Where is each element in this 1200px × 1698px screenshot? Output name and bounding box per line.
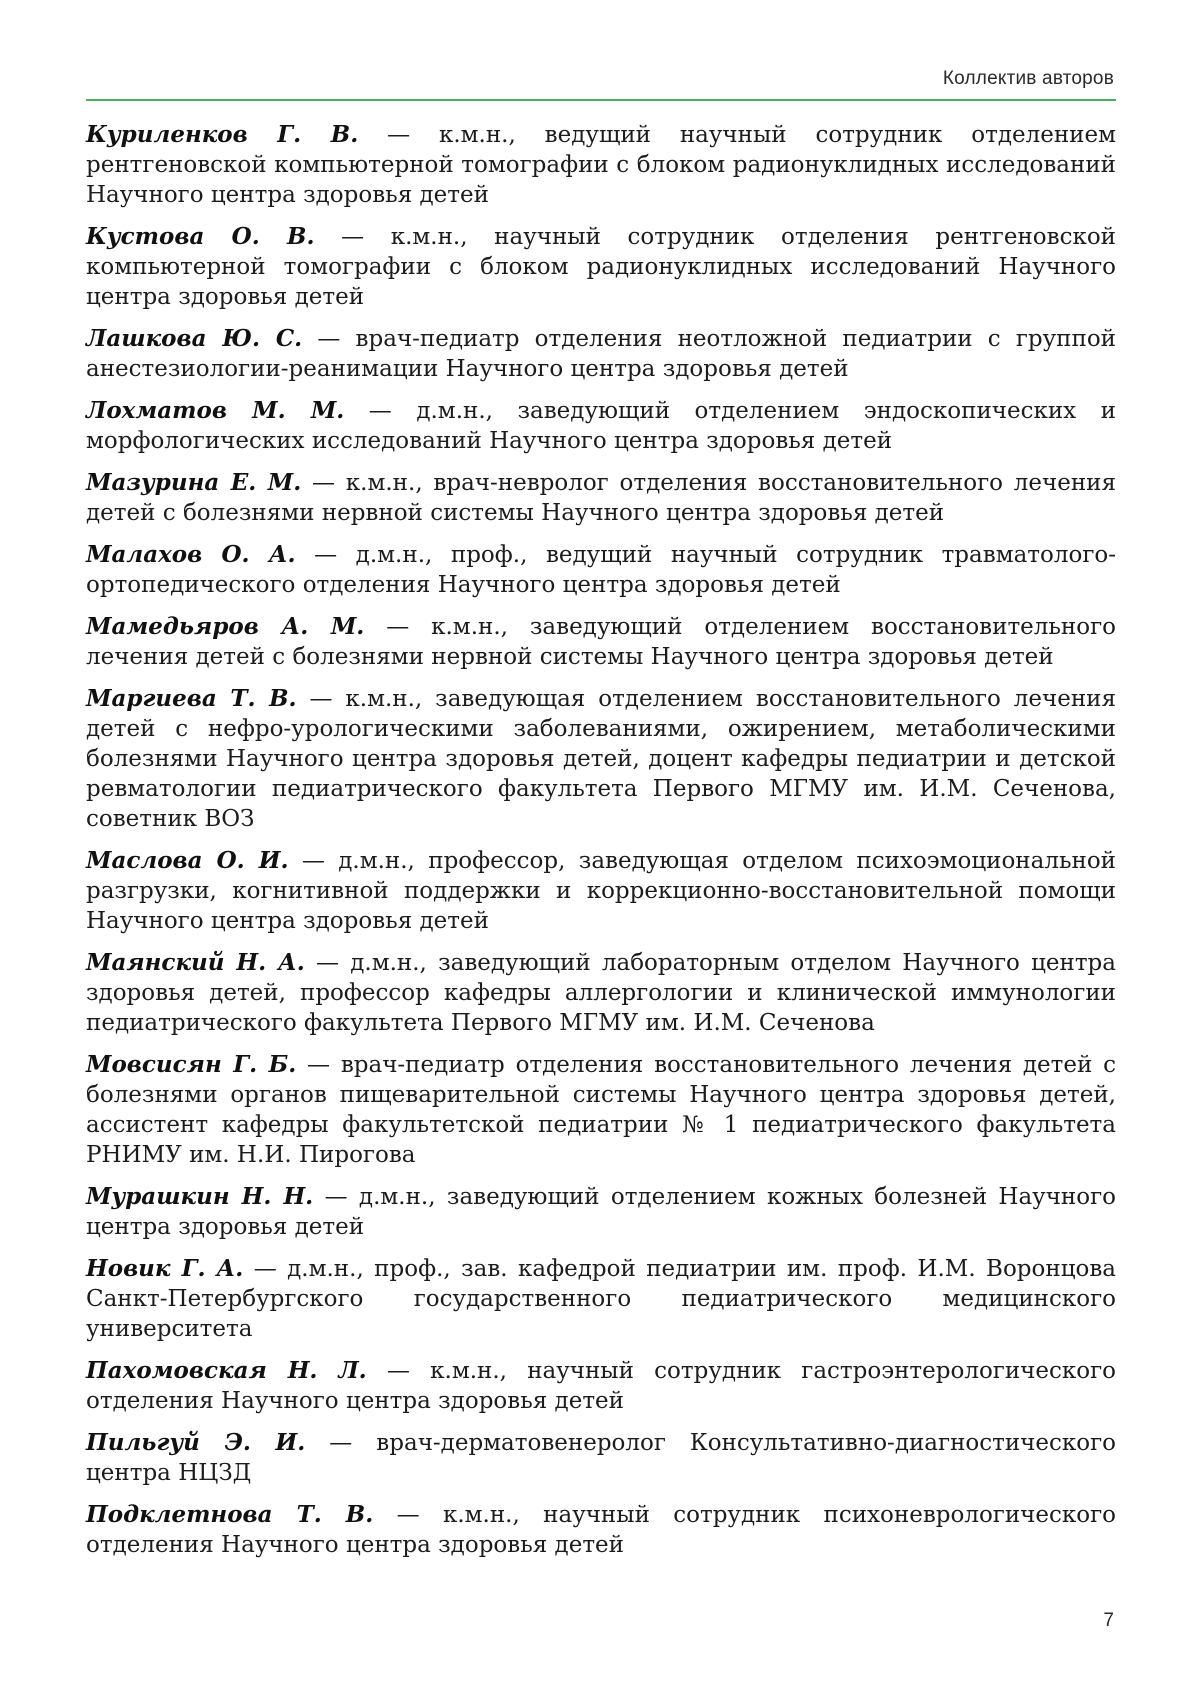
author-name: Маргиева Т. В. (86, 685, 297, 712)
author-entry (86, 846, 1116, 936)
author-entry (86, 540, 1116, 600)
author-entry (86, 324, 1116, 384)
author-name: Маянский Н. А. (86, 949, 305, 976)
author-entry (86, 120, 1116, 210)
author-entry (86, 222, 1116, 312)
author-name: Куриленков Г. В. (86, 121, 359, 148)
author-list (86, 120, 1116, 1572)
author-name: Маслова О. И. (86, 847, 289, 874)
author-name: Малахов О. А. (86, 541, 296, 568)
author-description: — врач-дерматовенеролог Консультативно-диагностического центра НЦЗД (86, 1430, 1117, 1486)
author-description: — к.м.н., ведущий научный сотрудник отделением рентгеновской компьютерной томографии с блоком радионуклидных исследований Научного центра здоровья детей (86, 122, 1116, 208)
author-name: Новик Г. А. (86, 1255, 244, 1282)
author-name: Мурашкин Н. Н. (86, 1183, 314, 1210)
author-description: — д.м.н., профессор, заведующая отделом психоэмоциональной разгрузки, когнитивной поддержки и коррекционно-восстановительной помощи Научного центра здоровья детей (86, 848, 1116, 934)
author-name: Мовсисян Г. Б. (86, 1051, 297, 1078)
author-entry (86, 1254, 1116, 1344)
author-description: — к.м.н., заведующий отделением восстановительного лечения детей с болезнями нервной системы Научного центра здоровья детей (86, 614, 1116, 670)
author-description: — к.м.н., научный сотрудник гастроэнтерологического отделения Научного центра здоровья детей (86, 1358, 1116, 1414)
author-name: Пахомовская Н. Л. (86, 1357, 367, 1384)
author-description: — врач-педиатр отделения восстановительного лечения детей с болезнями органов пищеварительной системы Научного центра здоровья детей, ассистент кафедры факультетской педиатрии № 1 педиатрического факультета РНИМУ им. Н.И. Пирогова (86, 1052, 1116, 1168)
author-entry (86, 468, 1116, 528)
author-name: Лашкова Ю. С. (86, 325, 303, 352)
author-entry (86, 612, 1116, 672)
author-name: Пильгуй Э. И. (86, 1429, 306, 1456)
author-description: — к.м.н., научный сотрудник психоневрологического отделения Научного центра здоровья детей (86, 1502, 1116, 1558)
author-entry (86, 1182, 1116, 1242)
author-description: — к.м.н., научный сотрудник отделения рентгеновской компьютерной томографии с блоком радионуклидных исследований Научного центра здоровья детей (86, 224, 1116, 310)
author-description: — к.м.н., заведующая отделением восстановительного лечения детей с нефро-урологическими заболеваниями, ожирением, метаболическими болезнями Научного центра здоровья детей, доцент кафедры педиатрии и детской ревматологии педиатрического факультета Первого МГМУ им. И.М. Сеченова, советник ВОЗ (86, 686, 1116, 832)
running-header: Коллектив авторов (942, 68, 1114, 89)
author-description: — д.м.н., заведующий лабораторным отделом Научного центра здоровья детей, профессор кафедры аллергологии и клинической иммунологии педиатрического факультета Первого МГМУ им. И.М. Сеченова (86, 950, 1116, 1036)
author-description: — д.м.н., проф., ведущий научный сотрудник травматолого-ортопедического отделения Научного центра здоровья детей (86, 542, 1116, 598)
author-name: Кустова О. В. (86, 223, 315, 250)
author-entry (86, 948, 1116, 1038)
author-entry (86, 684, 1116, 834)
header-rule (86, 99, 1116, 101)
author-name: Подклетнова Т. В. (86, 1501, 374, 1528)
author-entry (86, 1500, 1116, 1560)
author-entry (86, 1428, 1116, 1488)
author-description: — врач-педиатр отделения неотложной педиатрии с группой анестезиологии-реанимации Научного центра здоровья детей (86, 326, 1116, 382)
page-number: 7 (1103, 1610, 1114, 1631)
author-entry (86, 396, 1116, 456)
author-name: Лохматов М. М. (86, 397, 345, 424)
author-description: — д.м.н., заведующий отделением кожных болезней Научного центра здоровья детей (86, 1184, 1116, 1240)
author-entry (86, 1356, 1116, 1416)
author-description: — д.м.н., проф., зав. кафедрой педиатрии им. проф. И.М. Воронцова Санкт-Петербургского государственного педиатрического медицинского университета (86, 1256, 1117, 1342)
author-name: Мамедьяров А. М. (86, 613, 365, 640)
author-description: — к.м.н., врач-невролог отделения восстановительного лечения детей с болезнями нервной системы Научного центра здоровья детей (86, 470, 1116, 526)
author-entry (86, 1050, 1116, 1170)
author-name: Мазурина Е. М. (86, 469, 302, 496)
author-description: — д.м.н., заведующий отделением эндоскопических и морфологических исследований Научного центра здоровья детей (86, 398, 1116, 454)
